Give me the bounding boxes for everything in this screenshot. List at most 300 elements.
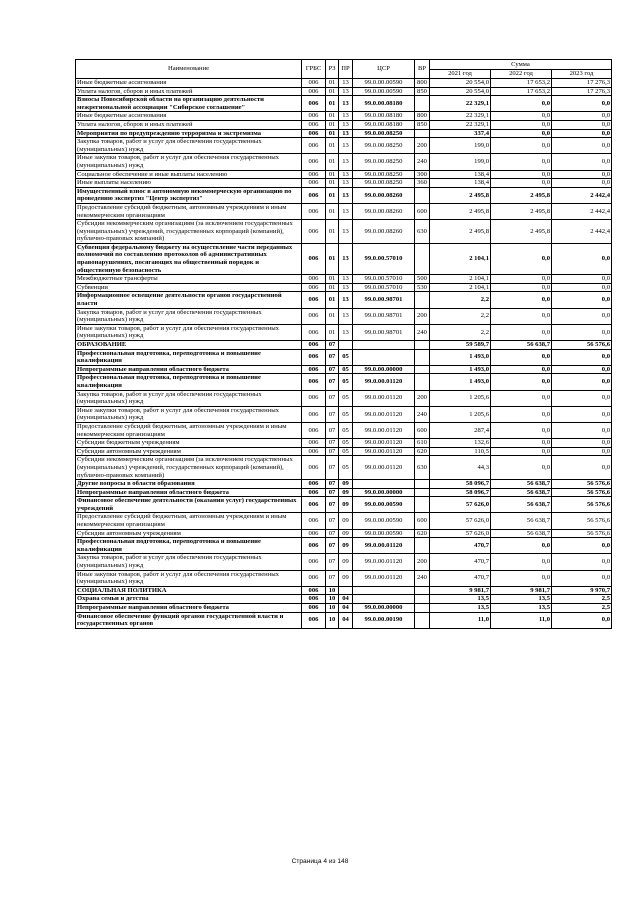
row-amount-2023: 0,0 xyxy=(552,120,612,129)
row-amount-2023: 0,0 xyxy=(552,406,612,422)
table-row xyxy=(76,112,612,121)
row-amount-2022: 17 653,2 xyxy=(491,87,552,96)
row-amount-2023: 56 576,6 xyxy=(552,497,612,513)
row-grbs: 006 xyxy=(302,538,326,554)
table-row xyxy=(76,120,612,129)
row-grbs: 006 xyxy=(302,529,326,538)
row-vr: 800 xyxy=(415,79,430,88)
row-vr xyxy=(415,341,430,350)
table-row xyxy=(76,406,612,422)
row-name: СОЦИАЛЬНАЯ ПОЛИТИКА xyxy=(76,586,302,595)
row-rz: 07 xyxy=(326,439,339,448)
table-row xyxy=(76,203,612,219)
row-amount-2021: 337,4 xyxy=(430,129,491,138)
row-pr: 13 xyxy=(339,243,353,274)
row-vr: 630 xyxy=(415,456,430,480)
row-pr: 13 xyxy=(339,308,353,324)
row-name: Профессиональная подготовка, переподготовка и повышение квалификации xyxy=(76,538,302,554)
row-grbs: 006 xyxy=(302,612,326,628)
row-amount-2023: 2 442,4 xyxy=(552,220,612,244)
row-amount-2023: 0,0 xyxy=(552,456,612,480)
row-name: Предоставление субсидий бюджетным, автономным учреждениям и иным некоммерческим организациям xyxy=(76,203,302,219)
row-grbs: 006 xyxy=(302,220,326,244)
row-amount-2023: 0,0 xyxy=(552,390,612,406)
table-row xyxy=(76,365,612,374)
row-rz: 07 xyxy=(326,480,339,489)
row-amount-2022: 56 638,7 xyxy=(491,341,552,350)
row-pr: 13 xyxy=(339,154,353,170)
row-amount-2023: 0,0 xyxy=(552,154,612,170)
row-amount-2022: 0,0 xyxy=(491,179,552,188)
row-rz: 10 xyxy=(326,612,339,628)
row-name: Финансовое обеспечение деятельности (оказания услуг) государственных учреждений xyxy=(76,497,302,513)
row-amount-2022: 2 495,8 xyxy=(491,220,552,244)
row-name: Субсидии некоммерческим организациям (за исключением государственных (муниципальных) учреждений, государственных корпораций (компаний), публично-правовых компаний) xyxy=(76,456,302,480)
row-pr: 09 xyxy=(339,480,353,489)
table-body xyxy=(76,79,612,629)
row-pr: 13 xyxy=(339,129,353,138)
row-csr: 99.0.00.00000 xyxy=(353,488,415,497)
row-name: Закупка товаров, работ и услуг для обеспечения государственных (муниципальных) нужд xyxy=(76,554,302,570)
row-amount-2022: 0,0 xyxy=(491,129,552,138)
row-amount-2022: 2 495,8 xyxy=(491,203,552,219)
row-csr: 99.0.00.01120 xyxy=(353,570,415,586)
row-pr xyxy=(339,341,353,350)
row-rz: 01 xyxy=(326,96,339,112)
row-grbs: 006 xyxy=(302,283,326,292)
row-amount-2023: 0,0 xyxy=(552,243,612,274)
row-amount-2023: 0,0 xyxy=(552,170,612,179)
row-amount-2021: 2 495,8 xyxy=(430,187,491,203)
row-pr: 13 xyxy=(339,220,353,244)
row-rz: 01 xyxy=(326,292,339,308)
row-vr xyxy=(415,349,430,365)
row-vr: 800 xyxy=(415,112,430,121)
row-amount-2023: 0,0 xyxy=(552,538,612,554)
row-csr: 99.0.00.00590 xyxy=(353,497,415,513)
row-name: Непрограммные направления областного бюджета xyxy=(76,604,302,613)
row-amount-2023: 0,0 xyxy=(552,554,612,570)
row-grbs: 006 xyxy=(302,480,326,489)
table-row xyxy=(76,538,612,554)
row-amount-2023: 0,0 xyxy=(552,112,612,121)
row-pr: 13 xyxy=(339,170,353,179)
table-row xyxy=(76,170,612,179)
row-csr: 99.0.00.08250 xyxy=(353,129,415,138)
table-row xyxy=(76,570,612,586)
row-rz: 01 xyxy=(326,220,339,244)
row-amount-2022: 56 638,7 xyxy=(491,480,552,489)
row-pr: 13 xyxy=(339,283,353,292)
table-row xyxy=(76,529,612,538)
row-amount-2021: 22 329,1 xyxy=(430,120,491,129)
row-vr: 850 xyxy=(415,87,430,96)
row-amount-2023: 56 576,6 xyxy=(552,480,612,489)
row-grbs: 006 xyxy=(302,308,326,324)
row-pr: 05 xyxy=(339,390,353,406)
row-pr xyxy=(339,586,353,595)
row-grbs: 006 xyxy=(302,187,326,203)
row-amount-2023: 0,0 xyxy=(552,283,612,292)
row-grbs: 006 xyxy=(302,456,326,480)
table-row xyxy=(76,87,612,96)
row-csr: 99.0.00.57010 xyxy=(353,243,415,274)
row-pr: 09 xyxy=(339,538,353,554)
row-amount-2023: 56 576,6 xyxy=(552,341,612,350)
header-year-2023: 2023 год xyxy=(552,70,612,79)
row-amount-2021: 470,7 xyxy=(430,554,491,570)
row-vr: 360 xyxy=(415,179,430,188)
row-rz: 01 xyxy=(326,203,339,219)
row-name: Имущественный взнос в автономную некоммерческую организацию по проведению экспертиз "Центр экспертиз" xyxy=(76,187,302,203)
row-pr: 05 xyxy=(339,365,353,374)
row-pr: 13 xyxy=(339,120,353,129)
row-amount-2023: 2,5 xyxy=(552,595,612,604)
table-row xyxy=(76,308,612,324)
row-amount-2021: 58 096,7 xyxy=(430,488,491,497)
row-amount-2022: 13,5 xyxy=(491,595,552,604)
row-grbs: 006 xyxy=(302,586,326,595)
table-row xyxy=(76,374,612,390)
row-amount-2022: 0,0 xyxy=(491,120,552,129)
row-name: Предоставление субсидий бюджетным, автономным учреждениям и иным некоммерческим организациям xyxy=(76,513,302,529)
row-grbs: 006 xyxy=(302,112,326,121)
row-amount-2022: 0,0 xyxy=(491,374,552,390)
row-amount-2022: 0,0 xyxy=(491,324,552,340)
row-vr xyxy=(415,365,430,374)
header-vr: ВР xyxy=(415,60,430,79)
row-vr: 610 xyxy=(415,439,430,448)
row-grbs: 006 xyxy=(302,513,326,529)
row-name: Уплата налогов, сборов и иных платежей xyxy=(76,120,302,129)
row-grbs: 006 xyxy=(302,447,326,456)
row-amount-2021: 1 493,0 xyxy=(430,374,491,390)
row-rz: 01 xyxy=(326,129,339,138)
row-rz: 01 xyxy=(326,154,339,170)
row-csr: 99.0.00.08180 xyxy=(353,96,415,112)
row-pr: 04 xyxy=(339,612,353,628)
row-amount-2023: 0,0 xyxy=(552,374,612,390)
row-amount-2023: 0,0 xyxy=(552,324,612,340)
row-amount-2022: 56 638,7 xyxy=(491,513,552,529)
row-vr xyxy=(415,480,430,489)
row-rz: 01 xyxy=(326,138,339,154)
table-row xyxy=(76,480,612,489)
row-amount-2021: 13,5 xyxy=(430,604,491,613)
table-row xyxy=(76,341,612,350)
row-csr: 99.0.00.08250 xyxy=(353,138,415,154)
row-csr: 99.0.00.98701 xyxy=(353,308,415,324)
row-rz: 07 xyxy=(326,374,339,390)
row-rz: 07 xyxy=(326,554,339,570)
row-name: Иные закупки товаров, работ и услуг для обеспечения государственных (муниципальных) нужд xyxy=(76,324,302,340)
row-name: Иные закупки товаров, работ и услуг для обеспечения государственных (муниципальных) нужд xyxy=(76,154,302,170)
row-pr: 05 xyxy=(339,439,353,448)
row-name: Субвенции xyxy=(76,283,302,292)
row-grbs: 006 xyxy=(302,79,326,88)
table-header xyxy=(76,60,612,79)
row-amount-2022: 0,0 xyxy=(491,390,552,406)
row-amount-2021: 199,0 xyxy=(430,154,491,170)
row-amount-2022: 0,0 xyxy=(491,154,552,170)
row-grbs: 006 xyxy=(302,292,326,308)
row-vr xyxy=(415,604,430,613)
row-amount-2023: 0,0 xyxy=(552,138,612,154)
row-vr: 200 xyxy=(415,390,430,406)
row-name: Закупка товаров, работ и услуг для обеспечения государственных (муниципальных) нужд xyxy=(76,138,302,154)
table-row xyxy=(76,220,612,244)
row-name: Непрограммные направления областного бюджета xyxy=(76,365,302,374)
row-vr: 600 xyxy=(415,203,430,219)
row-rz: 07 xyxy=(326,349,339,365)
row-vr: 240 xyxy=(415,154,430,170)
row-pr: 04 xyxy=(339,595,353,604)
row-pr: 09 xyxy=(339,554,353,570)
row-csr: 99.0.00.08180 xyxy=(353,112,415,121)
row-csr: 99.0.00.00590 xyxy=(353,513,415,529)
table-row xyxy=(76,447,612,456)
row-amount-2023: 0,0 xyxy=(552,308,612,324)
row-amount-2022: 2 495,8 xyxy=(491,187,552,203)
row-csr: 99.0.00.08250 xyxy=(353,170,415,179)
row-amount-2021: 2 495,8 xyxy=(430,220,491,244)
row-name: Субсидии некоммерческим организациям (за исключением государственных (муниципальных) учреждений, государственных корпораций (компаний), публично-правовых компаний) xyxy=(76,220,302,244)
row-grbs: 006 xyxy=(302,87,326,96)
row-rz: 01 xyxy=(326,187,339,203)
row-pr: 09 xyxy=(339,488,353,497)
row-amount-2023: 0,0 xyxy=(552,612,612,628)
row-vr xyxy=(415,96,430,112)
row-csr: 99.0.00.01120 xyxy=(353,447,415,456)
row-rz: 07 xyxy=(326,570,339,586)
row-name: Уплата налогов, сборов и иных платежей xyxy=(76,87,302,96)
row-amount-2021: 20 554,0 xyxy=(430,79,491,88)
row-amount-2021: 138,4 xyxy=(430,179,491,188)
row-amount-2022: 0,0 xyxy=(491,406,552,422)
row-rz: 01 xyxy=(326,79,339,88)
row-rz: 01 xyxy=(326,112,339,121)
row-pr: 05 xyxy=(339,422,353,438)
row-pr: 09 xyxy=(339,529,353,538)
row-pr: 05 xyxy=(339,447,353,456)
row-amount-2023: 56 576,6 xyxy=(552,488,612,497)
row-pr: 09 xyxy=(339,513,353,529)
row-pr: 05 xyxy=(339,406,353,422)
row-amount-2023: 2 442,4 xyxy=(552,203,612,219)
row-rz: 07 xyxy=(326,365,339,374)
row-amount-2022: 0,0 xyxy=(491,456,552,480)
row-amount-2021: 20 554,0 xyxy=(430,87,491,96)
row-rz: 07 xyxy=(326,447,339,456)
row-name: Иные выплаты населению xyxy=(76,179,302,188)
row-pr: 13 xyxy=(339,87,353,96)
row-amount-2022: 0,0 xyxy=(491,170,552,179)
row-pr: 09 xyxy=(339,570,353,586)
row-rz: 01 xyxy=(326,283,339,292)
row-amount-2022: 0,0 xyxy=(491,439,552,448)
row-rz: 10 xyxy=(326,586,339,595)
row-amount-2023: 0,0 xyxy=(552,439,612,448)
table-row xyxy=(76,422,612,438)
row-csr: 99.0.00.01120 xyxy=(353,554,415,570)
row-vr: 850 xyxy=(415,120,430,129)
row-pr: 05 xyxy=(339,349,353,365)
row-vr: 500 xyxy=(415,275,430,284)
row-amount-2022: 0,0 xyxy=(491,112,552,121)
row-amount-2023: 2,5 xyxy=(552,604,612,613)
row-pr: 05 xyxy=(339,374,353,390)
row-grbs: 006 xyxy=(302,390,326,406)
row-amount-2021: 59 589,7 xyxy=(430,341,491,350)
row-pr: 13 xyxy=(339,324,353,340)
row-amount-2022: 17 653,2 xyxy=(491,79,552,88)
row-pr: 13 xyxy=(339,79,353,88)
row-name: Охрана семьи и детства xyxy=(76,595,302,604)
row-amount-2021: 57 626,0 xyxy=(430,513,491,529)
header-sum: Сумма xyxy=(430,60,612,70)
row-csr: 99.0.00.00590 xyxy=(353,87,415,96)
row-vr xyxy=(415,292,430,308)
row-amount-2023: 0,0 xyxy=(552,275,612,284)
row-vr: 600 xyxy=(415,422,430,438)
row-amount-2023: 0,0 xyxy=(552,422,612,438)
page-number: Страница 4 из 148 xyxy=(291,858,349,865)
row-rz: 01 xyxy=(326,324,339,340)
row-grbs: 006 xyxy=(302,374,326,390)
row-amount-2023: 0,0 xyxy=(552,179,612,188)
row-name: Субсидии автономным учреждениям xyxy=(76,447,302,456)
row-amount-2023: 17 276,3 xyxy=(552,79,612,88)
row-amount-2021: 22 329,1 xyxy=(430,112,491,121)
row-amount-2023: 0,0 xyxy=(552,365,612,374)
row-pr: 13 xyxy=(339,179,353,188)
row-vr xyxy=(415,595,430,604)
row-amount-2022: 0,0 xyxy=(491,349,552,365)
row-amount-2023: 0,0 xyxy=(552,96,612,112)
row-amount-2023: 0,0 xyxy=(552,292,612,308)
row-csr: 99.0.00.01120 xyxy=(353,538,415,554)
row-vr xyxy=(415,374,430,390)
row-vr xyxy=(415,187,430,203)
row-rz: 07 xyxy=(326,513,339,529)
row-pr: 13 xyxy=(339,203,353,219)
row-grbs: 006 xyxy=(302,365,326,374)
row-vr: 620 xyxy=(415,447,430,456)
row-name: Субсидии автономным учреждениям xyxy=(76,529,302,538)
row-vr: 240 xyxy=(415,570,430,586)
row-grbs: 006 xyxy=(302,604,326,613)
row-vr: 620 xyxy=(415,529,430,538)
row-grbs: 006 xyxy=(302,439,326,448)
row-name: Субвенция федеральному бюджету на осуществление части переданных полномочий по составлению протоколов об административных правонарушениях, посягающих на общественный порядок и общественную безопасность xyxy=(76,243,302,274)
row-amount-2023: 0,0 xyxy=(552,447,612,456)
row-pr: 13 xyxy=(339,112,353,121)
row-amount-2021: 57 626,0 xyxy=(430,497,491,513)
row-rz: 01 xyxy=(326,170,339,179)
row-amount-2022: 0,0 xyxy=(491,554,552,570)
row-csr xyxy=(353,341,415,350)
row-name: Непрограммные направления областного бюджета xyxy=(76,488,302,497)
table-row xyxy=(76,129,612,138)
row-csr: 99.0.00.00000 xyxy=(353,365,415,374)
row-name: Иные закупки товаров, работ и услуг для обеспечения государственных (муниципальных) нужд xyxy=(76,570,302,586)
row-amount-2021: 1 205,6 xyxy=(430,390,491,406)
row-amount-2021: 2,2 xyxy=(430,324,491,340)
header-grbs: ГРБС xyxy=(302,60,326,79)
row-name: ОБРАЗОВАНИЕ xyxy=(76,341,302,350)
row-csr: 99.0.00.00590 xyxy=(353,79,415,88)
row-name: Социальное обеспечение и иные выплаты населению xyxy=(76,170,302,179)
row-csr: 99.0.00.01120 xyxy=(353,374,415,390)
row-amount-2023: 0,0 xyxy=(552,129,612,138)
row-csr: 99.0.00.08260 xyxy=(353,203,415,219)
row-name: Межбюджетные трансферты xyxy=(76,275,302,284)
row-amount-2021: 22 329,1 xyxy=(430,96,491,112)
row-csr xyxy=(353,349,415,365)
row-grbs: 006 xyxy=(302,129,326,138)
row-grbs: 006 xyxy=(302,138,326,154)
header-year-2022: 2022 год xyxy=(491,70,552,79)
row-amount-2023: 0,0 xyxy=(552,570,612,586)
row-amount-2022: 0,0 xyxy=(491,243,552,274)
table-row xyxy=(76,604,612,613)
row-pr: 13 xyxy=(339,138,353,154)
row-vr xyxy=(415,488,430,497)
row-rz: 07 xyxy=(326,529,339,538)
row-amount-2021: 110,5 xyxy=(430,447,491,456)
row-csr: 99.0.00.01120 xyxy=(353,406,415,422)
table-row xyxy=(76,179,612,188)
row-amount-2022: 0,0 xyxy=(491,292,552,308)
row-amount-2022: 56 638,7 xyxy=(491,488,552,497)
row-amount-2022: 0,0 xyxy=(491,365,552,374)
row-rz: 01 xyxy=(326,179,339,188)
header-rz: РЗ xyxy=(326,60,339,79)
table-row xyxy=(76,513,612,529)
row-csr xyxy=(353,480,415,489)
row-amount-2021: 2 104,1 xyxy=(430,275,491,284)
row-csr: 99.0.00.01120 xyxy=(353,456,415,480)
row-vr: 530 xyxy=(415,283,430,292)
row-csr: 99.0.00.01120 xyxy=(353,422,415,438)
row-name: Профессиональная подготовка, переподготовка и повышение квалификации xyxy=(76,374,302,390)
row-pr: 09 xyxy=(339,497,353,513)
row-grbs: 006 xyxy=(302,324,326,340)
row-amount-2021: 470,7 xyxy=(430,570,491,586)
row-vr xyxy=(415,586,430,595)
row-amount-2022: 11,0 xyxy=(491,612,552,628)
row-csr: 99.0.00.08260 xyxy=(353,220,415,244)
table-row xyxy=(76,586,612,595)
row-grbs: 006 xyxy=(302,595,326,604)
row-csr: 99.0.00.01120 xyxy=(353,439,415,448)
budget-table xyxy=(75,59,612,629)
row-rz: 07 xyxy=(326,406,339,422)
row-grbs: 006 xyxy=(302,349,326,365)
row-csr xyxy=(353,586,415,595)
row-pr: 13 xyxy=(339,96,353,112)
row-vr: 200 xyxy=(415,138,430,154)
row-pr: 04 xyxy=(339,604,353,613)
table-row xyxy=(76,595,612,604)
row-vr: 600 xyxy=(415,513,430,529)
row-csr: 99.0.00.01120 xyxy=(353,390,415,406)
row-vr xyxy=(415,612,430,628)
row-amount-2023: 17 276,3 xyxy=(552,87,612,96)
table-row xyxy=(76,612,612,628)
row-vr: 200 xyxy=(415,308,430,324)
header-csr: ЦСР xyxy=(353,60,415,79)
